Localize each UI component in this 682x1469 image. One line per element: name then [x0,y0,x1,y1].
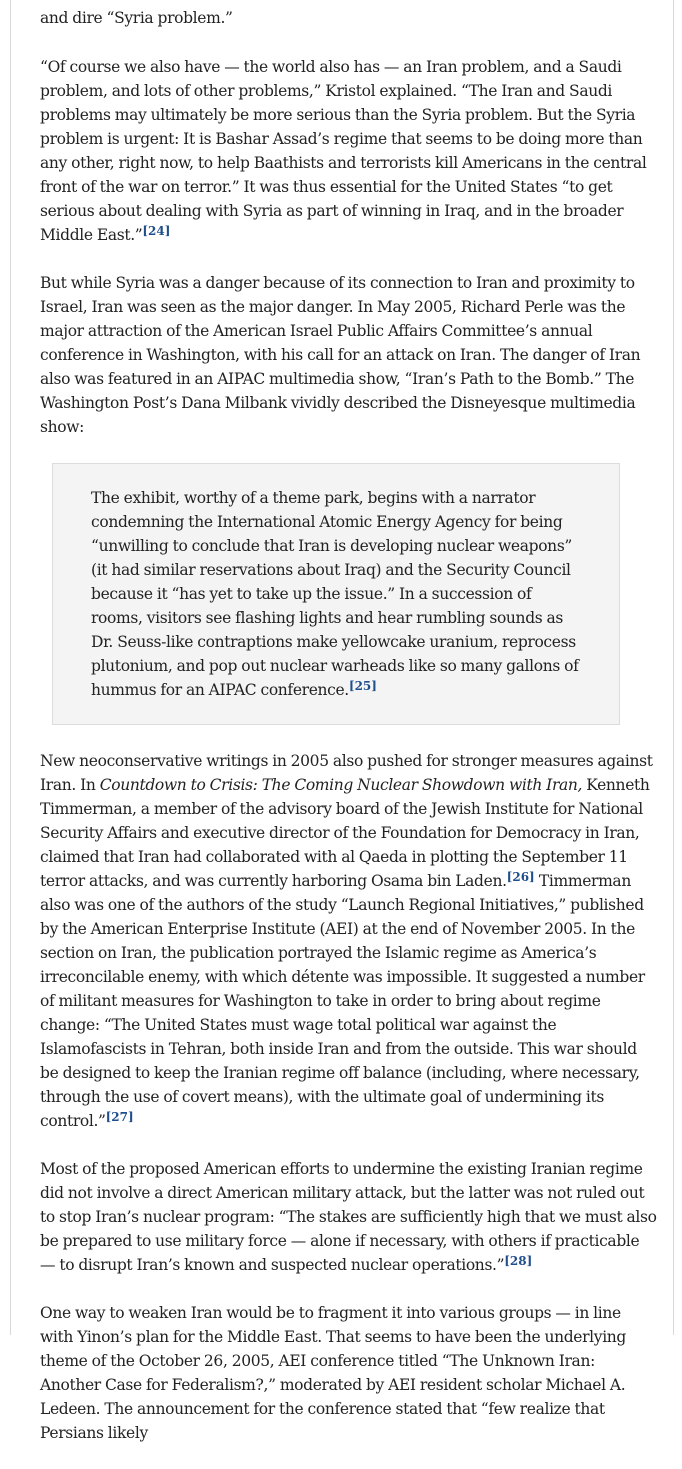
paragraph-text: New neoconservative writings in 2005 also pushed for stronger measures against Iran. In [40,752,653,794]
block-quote [52,463,620,725]
footnote-link-26[interactable]: [26] [506,870,535,884]
article-page [10,0,674,1442]
quote-body: The exhibit, worthy of a theme park, begins with a narrator condemning the International Atomic Energy Agency for being “unwilling to conclude that Iran is developing nuclear weapons” (it had similar reservations about Iraq) and the Security Council because it “has yet to take up the issue.” In a succession of rooms, visitors see flashing lights and hear rumbling sounds as Dr. Seuss-like contraptions make yellowcake uranium, reprocess plutonium, and pop out nuclear warheads like so many gallons of hummus for an AIPAC conference. [91,489,579,699]
paragraph-text: “Of course we also have — the world also has — an Iran problem, and a Saudi problem, and lots of other problems,” Kristol explained. “The Iran and Saudi problems may ultimately be more serious than the Syria problem. But the Syria problem is urgent: It is Bashar Assad’s regime that seems to be doing more than any other, right now, to help Baathists and terrorists kill Americans in the central front of the war on terror.” It was thus essential for the United States “to get serious about dealing with Syria as part of winning in Iraq, and in the broader Middle East.” [40,58,647,244]
paragraph-intro [40,6,657,30]
paragraph-iran-danger [40,271,657,439]
paragraph-text: But while Syria was a danger because of its connection to Iran and proximity to Israel, Iran was seen as the major danger. In May 2005, Richard Perle was the major attraction of the American Israel Public Affairs Committee’s annual conference in Washington, with his call for an attack on Iran. The danger of Iran also was featured in an AIPAC multimedia show, “Iran’s Path to the Bomb.” The Washington Post’s Dana Milbank vividly described the Disneyesque multimedia show: [40,274,641,436]
footnote-link-27[interactable]: [27] [105,1110,134,1124]
paragraph-text: Kenneth Timmerman, a member of the advisory board of the Jewish Institute for National Security Affairs and executive director of the Foundation for Democracy in Iran, claimed that Iran had collaborated with al Qaeda in plotting the September 11 terror attacks, and was currently harboring Osama bin Laden. [40,776,650,890]
paragraph-fragment-iran [40,1301,657,1445]
paragraph-timmerman [40,749,657,1133]
paragraph-text: Most of the proposed American efforts to undermine the existing Iranian regime did not involve a direct American military attack, but the latter was not ruled out to stop Iran’s nuclear program: “The stakes are sufficiently high that we must also be prepared to use military force — alone if necessary, with others if practicable — to disrupt Iran’s known and suspected nuclear operations.” [40,1160,657,1274]
article-body [40,6,657,1469]
book-title: Countdown to Crisis: The Coming Nuclear Showdown with Iran, [99,776,583,794]
footnote-link-28[interactable]: [28] [504,1254,533,1268]
paragraph-military-force [40,1157,657,1277]
paragraph-text: and dire “Syria problem.” [40,9,233,27]
footnote-link-24[interactable]: [24] [142,224,171,238]
paragraph-text: One way to weaken Iran would be to fragment it into various groups — in line with Yinon’s plan for the Middle East. That seems to have been the underlying theme of the October 26, 2005, AEI conference titled “The Unknown Iran: Another Case for Federalism?,” moderated by AEI resident scholar Michael A. Ledeen. The announcement for the conference stated that “few realize that Persians likely [40,1304,627,1442]
quote-text [91,486,579,702]
paragraph-kristol [40,55,657,247]
footnote-link-25[interactable]: [25] [348,679,377,693]
paragraph-text: Timmerman also was one of the authors of the study “Launch Regional Initiatives,” published by the American Enterprise Institute (AEI) at the end of November 2005. In the section on Iran, the publication portrayed the Islamic regime as America’s irreconcilable enemy, with which détente was impossible. It suggested a number of militant measures for Washington to take in order to bring about regime change: “The United States must wage total political war against the Islamofascists in Tehran, both inside Iran and from the outside. This war should be designed to keep the Iranian regime off balance (including, where necessary, through the use of covert means), with the ultimate goal of undermining its control.” [40,872,645,1130]
